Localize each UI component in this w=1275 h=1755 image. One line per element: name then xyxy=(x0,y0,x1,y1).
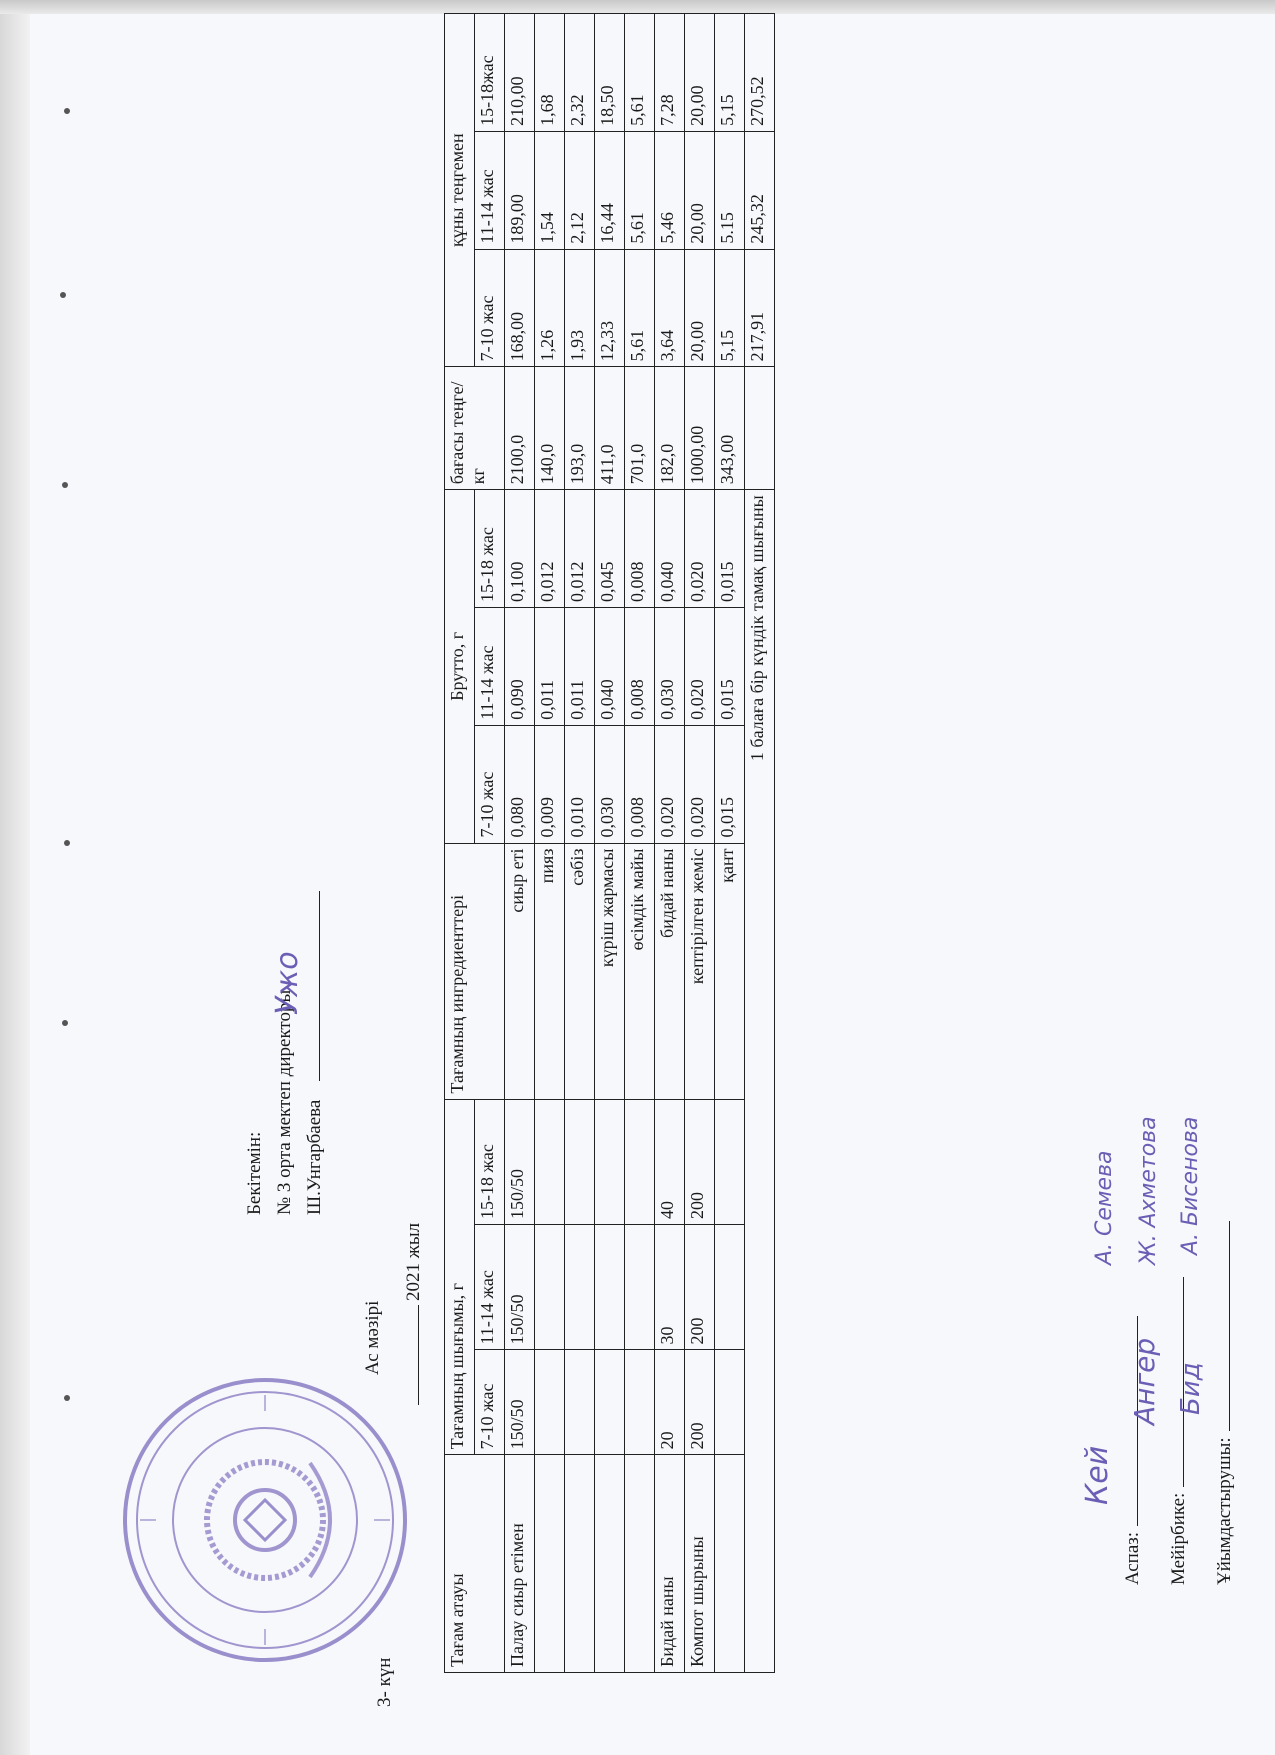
dish-cell: Палау сиыр етімен xyxy=(505,1455,535,1673)
portion-15-18 xyxy=(535,1099,565,1224)
cost-11-14: 16,44 xyxy=(595,131,625,249)
brutto-7-10: 0,020 xyxy=(655,725,685,843)
header-cost: құны теңгемен xyxy=(445,14,475,367)
header-portion-age: 11-14 жас xyxy=(475,1225,505,1350)
brutto-7-10: 0,008 xyxy=(625,725,655,843)
portion-7-10: 150/50 xyxy=(505,1350,535,1455)
dish-cell xyxy=(715,1455,745,1673)
dish-cell: Компот шырыны xyxy=(685,1455,715,1673)
table-row xyxy=(715,14,745,1673)
portion-7-10: 20 xyxy=(655,1350,685,1455)
approval-signature: Ужо xyxy=(270,951,305,1015)
brutto-11-14: 0,020 xyxy=(685,608,715,726)
cost-15-18: 210,00 xyxy=(505,14,535,132)
ingredient-cell: бидай наны xyxy=(655,843,685,1099)
price-cell: 140,0 xyxy=(535,367,565,490)
total-price-cell xyxy=(745,367,775,490)
brutto-15-18: 0,100 xyxy=(505,490,535,608)
cost-7-10: 12,33 xyxy=(595,249,625,367)
portion-15-18 xyxy=(565,1099,595,1224)
cost-15-18: 5,15 xyxy=(715,14,745,132)
table-row xyxy=(505,14,535,1673)
price-cell: 2100,0 xyxy=(505,367,535,490)
total-cost-11-14: 245,32 xyxy=(745,131,775,249)
brutto-11-14: 0,090 xyxy=(505,608,535,726)
ingredient-cell: күріш жармасы xyxy=(595,843,625,1099)
portion-11-14: 200 xyxy=(685,1225,715,1350)
price-cell: 193,0 xyxy=(565,367,595,490)
brutto-7-10: 0,015 xyxy=(715,725,745,843)
cost-7-10: 5,61 xyxy=(625,249,655,367)
brutto-11-14: 0,011 xyxy=(565,608,595,726)
header-portion-age: 15-18 жас xyxy=(475,1099,505,1224)
portion-7-10 xyxy=(535,1350,565,1455)
year-label: 2021 жыл xyxy=(403,1222,424,1301)
day-label: 3- күн xyxy=(374,1657,395,1707)
table-row xyxy=(625,14,655,1673)
organizer-name: А. Бисенова xyxy=(1178,1116,1203,1255)
approval-block xyxy=(240,891,330,1215)
brutto-11-14: 0,011 xyxy=(535,608,565,726)
brutto-7-10: 0,020 xyxy=(685,725,715,843)
cook-name: А. Семева xyxy=(1092,1150,1117,1265)
approval-label: Бекітемін: xyxy=(244,1131,265,1215)
organizer-signature: Бид xyxy=(1176,1362,1206,1415)
approval-position: № 3 орта мектеп директоры xyxy=(274,989,295,1215)
brutto-7-10: 0,030 xyxy=(595,725,625,843)
nurse-signature: Ангер xyxy=(1128,1337,1161,1425)
cost-7-10: 1,26 xyxy=(535,249,565,367)
cost-7-10: 20,00 xyxy=(685,249,715,367)
table-row xyxy=(655,14,685,1673)
portion-15-18: 40 xyxy=(655,1099,685,1224)
portion-7-10 xyxy=(565,1350,595,1455)
portion-11-14 xyxy=(565,1225,595,1350)
portion-15-18 xyxy=(625,1099,655,1224)
cost-15-18: 7,28 xyxy=(655,14,685,132)
approval-name-row xyxy=(300,891,330,1215)
cost-7-10: 168,00 xyxy=(505,249,535,367)
cost-11-14: 1,54 xyxy=(535,131,565,249)
menu-table xyxy=(444,13,775,1673)
dish-cell xyxy=(625,1455,655,1673)
header-cost-age: 15-18жас xyxy=(475,14,505,132)
header-price: бағасы теңге/ кг xyxy=(445,367,505,490)
total-cost-7-10: 217,91 xyxy=(745,249,775,367)
cost-15-18: 1,68 xyxy=(535,14,565,132)
year-line xyxy=(400,1223,425,1405)
nurse-name: Ж. Ахметова xyxy=(1136,1116,1161,1265)
date-blank xyxy=(400,1305,419,1405)
portion-11-14: 150/50 xyxy=(505,1225,535,1350)
brutto-11-14: 0,015 xyxy=(715,608,745,726)
signature-line xyxy=(1207,1221,1230,1431)
dish-cell xyxy=(535,1455,565,1673)
portion-15-18: 200 xyxy=(685,1099,715,1224)
brutto-11-14: 0,030 xyxy=(655,608,685,726)
price-cell: 343,00 xyxy=(715,367,745,490)
portion-7-10 xyxy=(595,1350,625,1455)
brutto-11-14: 0,008 xyxy=(625,608,655,726)
header-brutto-age: 15-18 жас xyxy=(475,490,505,608)
brutto-7-10: 0,010 xyxy=(565,725,595,843)
cost-11-14: 20,00 xyxy=(685,131,715,249)
brutto-15-18: 0,015 xyxy=(715,490,745,608)
header-row xyxy=(445,14,475,1673)
portion-15-18 xyxy=(715,1099,745,1224)
total-label: 1 балаға бір күндік тамақ шығыны xyxy=(745,490,775,1673)
cost-15-18: 5,61 xyxy=(625,14,655,132)
cost-7-10: 3,64 xyxy=(655,249,685,367)
header-brutto-age: 7-10 жас xyxy=(475,725,505,843)
ingredient-cell: пияз xyxy=(535,843,565,1099)
cost-11-14: 189,00 xyxy=(505,131,535,249)
brutto-7-10: 0,009 xyxy=(535,725,565,843)
total-row xyxy=(745,14,775,1673)
portion-7-10 xyxy=(625,1350,655,1455)
cost-7-10: 5,15 xyxy=(715,249,745,367)
table-row xyxy=(595,14,625,1673)
total-cost-15-18: 270,52 xyxy=(745,14,775,132)
table-row xyxy=(535,14,565,1673)
cost-11-14: 5,61 xyxy=(625,131,655,249)
approval-director-name: Ш.Унгарбаева xyxy=(304,1099,325,1215)
portion-11-14 xyxy=(535,1225,565,1350)
brutto-15-18: 0,012 xyxy=(565,490,595,608)
ingredient-cell: өсімдік майы xyxy=(625,843,655,1099)
price-cell: 411,0 xyxy=(595,367,625,490)
header-dish: Тағам атауы xyxy=(445,1455,505,1673)
brutto-15-18: 0,045 xyxy=(595,490,625,608)
brutto-15-18: 0,012 xyxy=(535,490,565,608)
dish-cell xyxy=(595,1455,625,1673)
portion-15-18 xyxy=(595,1099,625,1224)
header-cost-age: 7-10 жас xyxy=(475,249,505,367)
price-cell: 182,0 xyxy=(655,367,685,490)
dish-cell xyxy=(565,1455,595,1673)
brutto-7-10: 0,080 xyxy=(505,725,535,843)
portion-11-14 xyxy=(625,1225,655,1350)
portion-7-10 xyxy=(715,1350,745,1455)
price-cell: 701,0 xyxy=(625,367,655,490)
header-cost-age: 11-14 жас xyxy=(475,131,505,249)
subheader-row xyxy=(475,14,505,1673)
portion-7-10: 200 xyxy=(685,1350,715,1455)
brutto-15-18: 0,008 xyxy=(625,490,655,608)
header-portion-age: 7-10 жас xyxy=(475,1350,505,1455)
signer-organizer xyxy=(1202,1221,1248,1585)
cost-15-18: 2,32 xyxy=(565,14,595,132)
portion-11-14 xyxy=(595,1225,625,1350)
official-stamp xyxy=(120,1375,410,1665)
brutto-15-18: 0,020 xyxy=(685,490,715,608)
signer-role: Аспаз: xyxy=(1122,1531,1143,1585)
cost-11-14: 5,46 xyxy=(655,131,685,249)
header-portion: Тағамның шығымы, г xyxy=(445,1099,475,1455)
cost-15-18: 18,50 xyxy=(595,14,625,132)
ingredient-cell: сиыр еті xyxy=(505,843,535,1099)
cost-15-18: 20,00 xyxy=(685,14,715,132)
ingredient-cell: қант xyxy=(715,843,745,1099)
ingredient-cell: кептірілген жеміс xyxy=(685,843,715,1099)
brutto-11-14: 0,040 xyxy=(595,608,625,726)
header-brutto-age: 11-14 жас xyxy=(475,608,505,726)
menu-title: Ас мәзірі xyxy=(362,1300,383,1375)
table-row xyxy=(685,14,715,1673)
ingredient-cell: сәбіз xyxy=(565,843,595,1099)
price-cell: 1000,00 xyxy=(685,367,715,490)
signer-role: Мейірбике: xyxy=(1168,1492,1189,1585)
portion-11-14 xyxy=(715,1225,745,1350)
signer-role: Ұйымдастырушы: xyxy=(1214,1437,1235,1585)
header-brutto: Брутто, г xyxy=(445,490,475,843)
header-ingredients: Тағамның ингредиенттері xyxy=(445,843,505,1099)
table-row xyxy=(565,14,595,1673)
brutto-15-18: 0,040 xyxy=(655,490,685,608)
dish-cell: Бидай наны xyxy=(655,1455,685,1673)
cost-11-14: 2,12 xyxy=(565,131,595,249)
portion-11-14: 30 xyxy=(655,1225,685,1350)
cost-7-10: 1,93 xyxy=(565,249,595,367)
menu-table-body xyxy=(505,14,745,1673)
cost-11-14: 5.15 xyxy=(715,131,745,249)
cook-signature: Кей xyxy=(1080,1445,1115,1505)
portion-15-18: 150/50 xyxy=(505,1099,535,1224)
